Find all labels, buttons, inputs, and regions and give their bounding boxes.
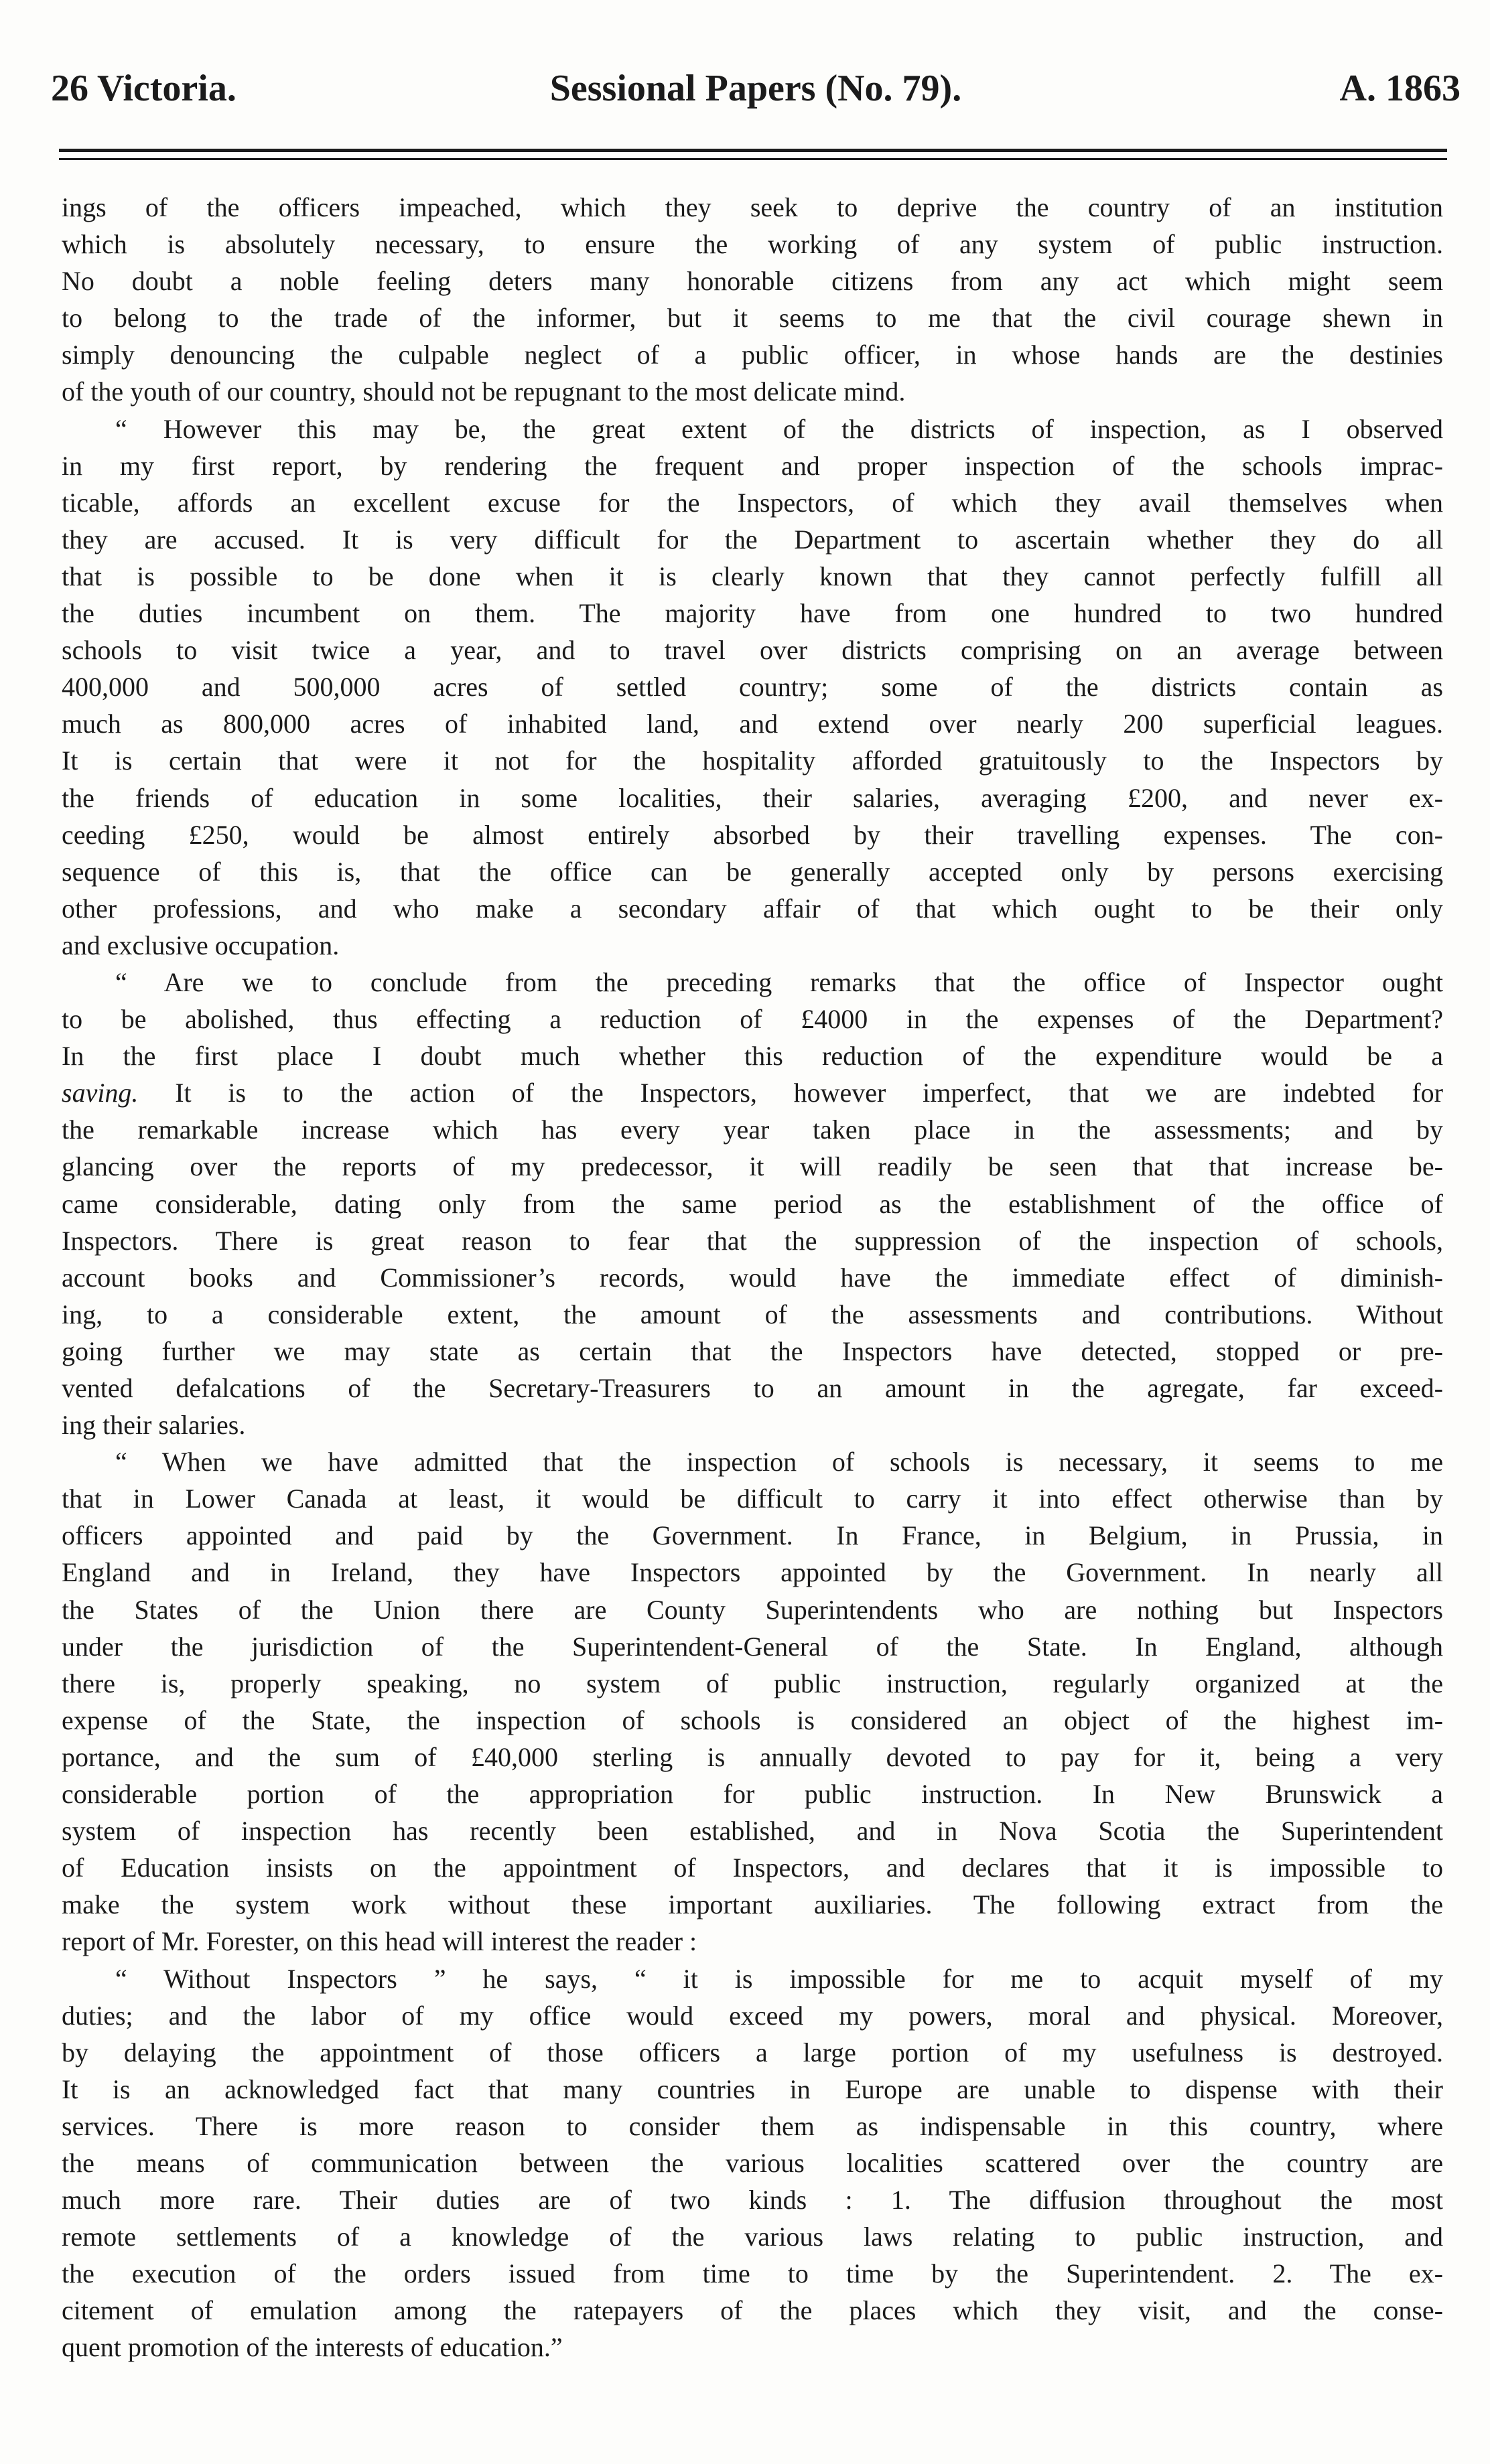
text-line: to belong to the trade of the informer, but it seems to me that the civil courage shewn in [62,303,1443,334]
text-line: of Education insists on the appointment of Inspectors, and declares that it is impossible to [62,1853,1443,1883]
body-text [62,189,1443,2366]
text-line: much more rare. Their duties are of two kinds : 1. The diffusion throughout the most [62,2185,1443,2216]
text-line: services. There is more reason to consider them as indispensable in this country, where [62,2110,1443,2141]
text-line: considerable portion of the appropriation for public instruction. In New Brunswick a [62,1779,1443,1810]
text-line: saving. It is to the action of the Inspectors, however imperfect, that we are indebted for [62,1078,1443,1108]
text-line: sequence of this is, that the office can be generally accepted only by persons exercising [62,856,1443,887]
text-line: of the youth of our country, should not be repugnant to the most delicate mind. [62,376,906,407]
header-rule-thick [59,149,1447,152]
text-line: “ Are we to conclude from the preceding remarks that the office of Inspector ought [115,966,1443,997]
text-line: portance, and the sum of £40,000 sterling is annually devoted to pay for it, being a very [62,1741,1443,1772]
text-line: by delaying the appointment of those officers a large portion of my usefulness is destroyed. [62,2037,1443,2068]
text-line: officers appointed and paid by the Government. In France, in Belgium, in Prussia, in [62,1520,1443,1551]
text-line: “ When we have admitted that the inspection of schools is necessary, it seems to me [115,1447,1443,1477]
text-line: report of Mr. Forester, on this head will interest the reader : [62,1926,697,1957]
text-line: citement of emulation among the ratepayers of the places which they visit, and the conse- [62,2295,1443,2326]
text-line: “ However this may be, the great extent of the districts of inspection, as I observed [115,413,1443,444]
text-line: the duties incumbent on them. The majority have from one hundred to two hundred [62,598,1443,629]
text-line: the means of communication between the various localities scattered over the country are [62,2147,1443,2178]
text-line: in my first report, by rendering the frequent and proper inspection of the schools imprac- [62,450,1443,481]
text-line: the friends of education in some localities, their salaries, averaging £200, and never ex- [62,782,1443,813]
header-title: Sessional Papers (No. 79). [549,68,962,109]
text-line: ing their salaries. [62,1410,246,1441]
text-line: England and in Ireland, they have Inspectors appointed by the Government. In nearly all [62,1557,1443,1588]
text-line: the remarkable increase which has every year taken place in the assessments; and by [62,1114,1443,1145]
text-line: and exclusive occupation. [62,930,340,960]
text-line: ticable, affords an excellent excuse for the Inspectors, of which they avail themselves when [62,487,1443,518]
text-line: they are accused. It is very difficult for the Department to ascertain whether they do all [62,524,1443,555]
text-line: under the jurisdiction of the Superintendent-General of the State. In England, although [62,1631,1443,1662]
text-line: to be abolished, thus effecting a reduction of £4000 in the expenses of the Department? [62,1004,1443,1035]
text-line: that is possible to be done when it is clearly known that they cannot perfectly fulfill all [62,561,1443,591]
text-line: It is certain that were it not for the hospitality afforded gratuitously to the Inspectors by [62,745,1443,776]
text-line: ing, to a considerable extent, the amount of the assessments and contributions. Without [62,1299,1443,1329]
text-line: expense of the State, the inspection of schools is considered an object of the highest im- [62,1705,1443,1735]
text-line: other professions, and who make a secondary affair of that which ought to be their only [62,893,1443,924]
text-line: came considerable, dating only from the same period as the establishment of the office of [62,1188,1443,1219]
text-line: which is absolutely necessary, to ensure the working of any system of public instruction. [62,229,1443,260]
text-line: schools to visit twice a year, and to travel over districts comprising on an average between [62,635,1443,666]
header-session: 26 Victoria. [51,68,236,109]
header-rule-thin [59,158,1447,160]
text-line: account books and Commissioner’s records, would have the immediate effect of diminish- [62,1262,1443,1293]
text-line: going further we may state as certain that the Inspectors have detected, stopped or pre- [62,1335,1443,1366]
text-line: vented defalcations of the Secretary-Treasurers to an amount in the agregate, far exceed- [62,1373,1443,1403]
text-line: No doubt a noble feeling deters many honorable citizens from any act which might seem [62,266,1443,297]
text-line: the execution of the orders issued from time to time by the Superintendent. 2. The ex- [62,2258,1443,2289]
text-line: In the first place I doubt much whether this reduction of the expenditure would be a [62,1041,1443,1072]
text-line: duties; and the labor of my office would exceed my powers, moral and physical. Moreover, [62,2000,1443,2031]
text-line: there is, properly speaking, no system of public instruction, regularly organized at the [62,1668,1443,1698]
text-line: glancing over the reports of my predecessor, it will readily be seen that that increase be- [62,1151,1443,1182]
text-line: It is an acknowledged fact that many countries in Europe are unable to dispense with their [62,2074,1443,2104]
text-line: much as 800,000 acres of inhabited land, and extend over nearly 200 superficial leagues. [62,709,1443,739]
text-line: quent promotion of the interests of education.” [62,2332,563,2363]
text-line: remote settlements of a knowledge of the various laws relating to public instruction, and [62,2222,1443,2252]
text-line: make the system work without these important auxiliaries. The following extract from the [62,1889,1443,1920]
text-line: “ Without Inspectors ” he says, “ it is impossible for me to acquit myself of my [115,1963,1443,1994]
text-line: the States of the Union there are County Superintendents who are nothing but Inspectors [62,1594,1443,1625]
running-header [51,62,1461,115]
header-year: A. 1863 [1339,68,1461,109]
text-line: that in Lower Canada at least, it would be difficult to carry it into effect otherwise than by [62,1483,1443,1514]
text-line: Inspectors. There is great reason to fear that the suppression of the inspection of schools, [62,1225,1443,1256]
text-line: simply denouncing the culpable neglect of a public officer, in whose hands are the destinies [62,340,1443,370]
text-line: ings of the officers impeached, which they seek to deprive the country of an institution [62,192,1443,222]
text-line: 400,000 and 500,000 acres of settled country; some of the districts contain as [62,672,1443,703]
text-line: ceeding £250, would be almost entirely absorbed by their travelling expenses. The con- [62,819,1443,850]
text-line: system of inspection has recently been established, and in Nova Scotia the Superintendent [62,1816,1443,1846]
